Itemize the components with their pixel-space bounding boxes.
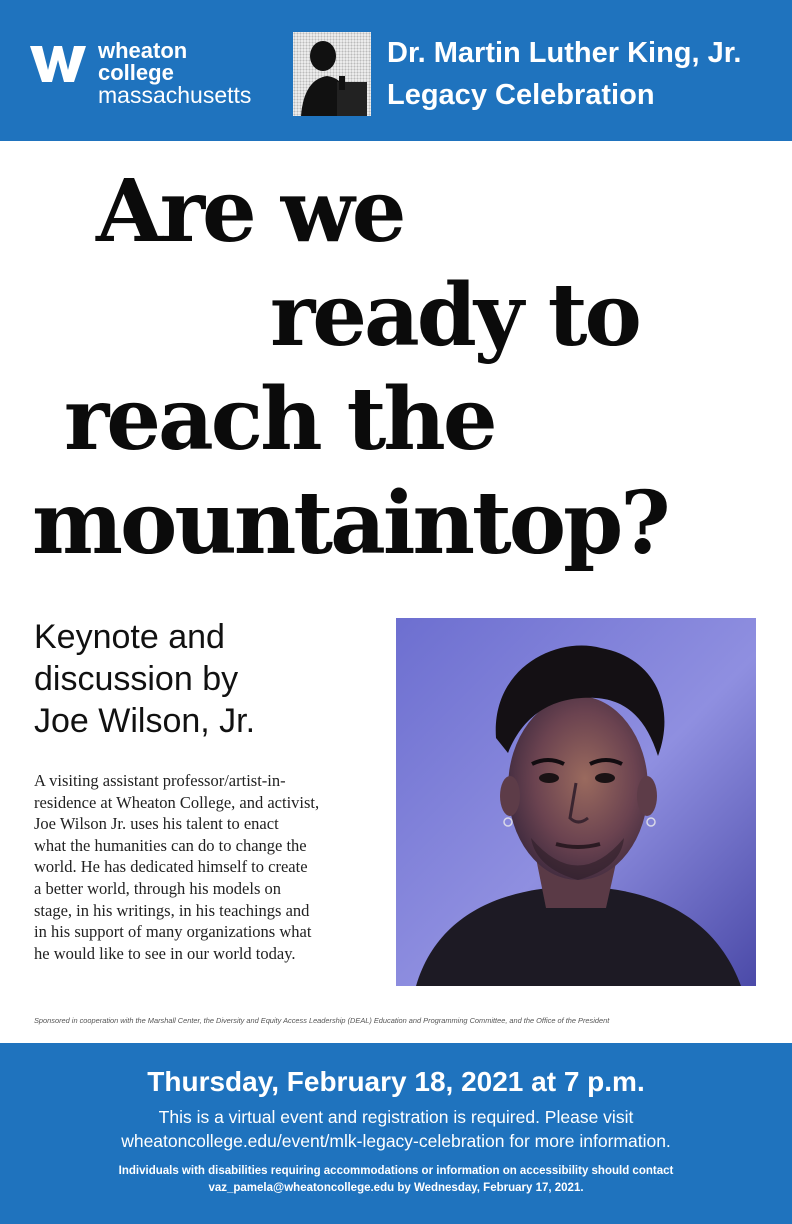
event-title-line1: Dr. Martin Luther King, Jr. [387,37,742,69]
accessibility-line2: vaz_pamela@wheatoncollege.edu by Wednesday, February 17, 2021. [208,1182,584,1194]
bio-line: world. He has dedicated himself to create [34,857,308,877]
bio-line: he would like to see in our world today. [34,943,296,963]
logo-line-massachusetts: massachusetts [98,82,252,108]
event-title [387,32,742,116]
speaker-photo [396,618,756,986]
bio-line: residence at Wheaton College, and activist, [34,792,320,812]
bio-line: stage, in his writings, in his teachings and [34,900,310,920]
wheaton-w-logo-icon [30,44,86,84]
bio-line: A visiting assistant professor/artist-in- [34,771,286,790]
headline-line1: Are we [96,161,404,262]
headline-line3: reach the [64,369,495,470]
accessibility-info [0,1163,792,1197]
keynote-line2: discussion by [34,660,239,698]
headline-line2: ready to [270,265,639,366]
bio-line: a better world, through his models on [34,878,282,898]
event-date: Thursday, February 18, 2021 at 7 p.m. [147,1066,645,1097]
header-band [0,0,792,141]
headline-line4: mountaintop? [32,473,668,574]
registration-line1: This is a virtual event and registration is required. Please visit [158,1107,634,1127]
registration-info [0,1105,792,1153]
speaker-bio [34,770,374,964]
mlk-portrait-thumbnail [293,32,371,116]
registration-line2: wheatoncollege.edu/event/mlk-legacy-celebration for more information. [121,1131,671,1151]
bio-line: what the humanities can do to change the [34,835,307,855]
keynote-line3: Joe Wilson, Jr. [34,702,256,740]
keynote-line1: Keynote and [34,618,225,656]
bio-line: in his support of many organizations what [34,922,312,942]
keynote-heading [34,616,374,742]
footer-band [0,1043,792,1224]
mlk-halftone-image [293,32,371,116]
logo-line-college: college [98,60,174,85]
speaker-portrait-image [396,618,756,986]
event-title-line2: Legacy Celebration [387,79,655,111]
accessibility-line1: Individuals with disabilities requiring accommodations or information on accessibility should contact [118,1165,674,1177]
bio-line: Joe Wilson Jr. uses his talent to enact [34,814,279,834]
logo-line-wheaton: wheaton [98,38,188,63]
sponsor-credit: Sponsored in cooperation with the Marshall Center, the Diversity and Equity Access Leadership (DEAL) Education and Programming Committee, and the Office of the President [34,1016,610,1025]
college-logo-wordmark [98,40,251,106]
